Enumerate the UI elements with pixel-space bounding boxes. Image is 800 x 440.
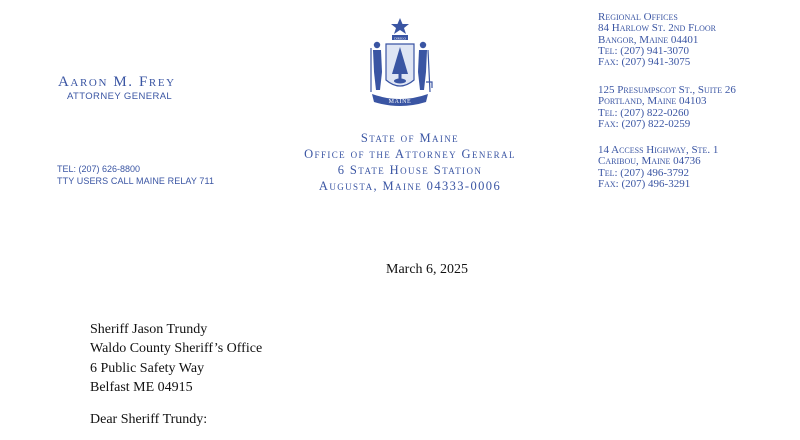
office-fax: Fax: (207) 941-3075 [598,56,691,69]
seal-motto-text: DIRIGO [394,36,406,41]
office-street: 14 Access Highway, Ste. 1 [598,144,719,156]
regional-office-bangor [598,12,716,68]
office-city: Bangor, Maine 04401 [598,33,699,46]
salutation: Dear Sheriff Trundy: [90,412,208,427]
maine-state-seal-icon [362,14,438,110]
state-name: State of Maine [360,131,460,145]
office-street: 125 Presumpscot St., Suite 26 [598,84,736,96]
regional-office-portland [598,85,736,130]
recipient-address [90,320,262,398]
recipient-office: Waldo County Sheriff’s Office [90,341,263,357]
office-city: Caribou, Maine 04736 [598,155,701,168]
office-city: Portland, Maine 04103 [598,95,707,108]
recipient-street: 6 Public Safety Way [90,360,205,376]
office-street: 84 Harlow St. 2nd Floor [598,22,716,35]
main-telephone: TEL: (207) 626-8800 [57,164,141,174]
letter-date: March 6, 2025 [386,262,469,277]
recipient-name: Sheriff Jason Trundy [90,322,208,337]
office-fax: Fax: (207) 822-0259 [598,117,691,130]
office-address-block [260,130,560,194]
office-tel: Tel: (207) 496-3792 [598,166,690,179]
seal-banner-text: MAINE [388,99,412,105]
attorney-general-name: Aaron M. Frey [58,74,176,90]
tty-relay-line: TTY USERS CALL MAINE RELAY 711 [57,176,215,186]
attorney-general-title: ATTORNEY GENERAL [67,91,173,102]
office-tel: Tel: (207) 941-3070 [598,44,690,57]
recipient-city: Belfast ME 04915 [90,380,193,396]
regional-offices-heading: Regional Offices [598,11,678,23]
office-street: 6 State House Station [337,163,483,177]
office-tel: Tel: (207) 822-0260 [598,106,690,119]
office-city: Augusta, Maine 04333-0006 [318,179,502,193]
office-fax: Fax: (207) 496-3291 [598,177,691,190]
office-name: Office of the Attorney General [304,147,516,161]
regional-office-caribou [598,145,718,190]
